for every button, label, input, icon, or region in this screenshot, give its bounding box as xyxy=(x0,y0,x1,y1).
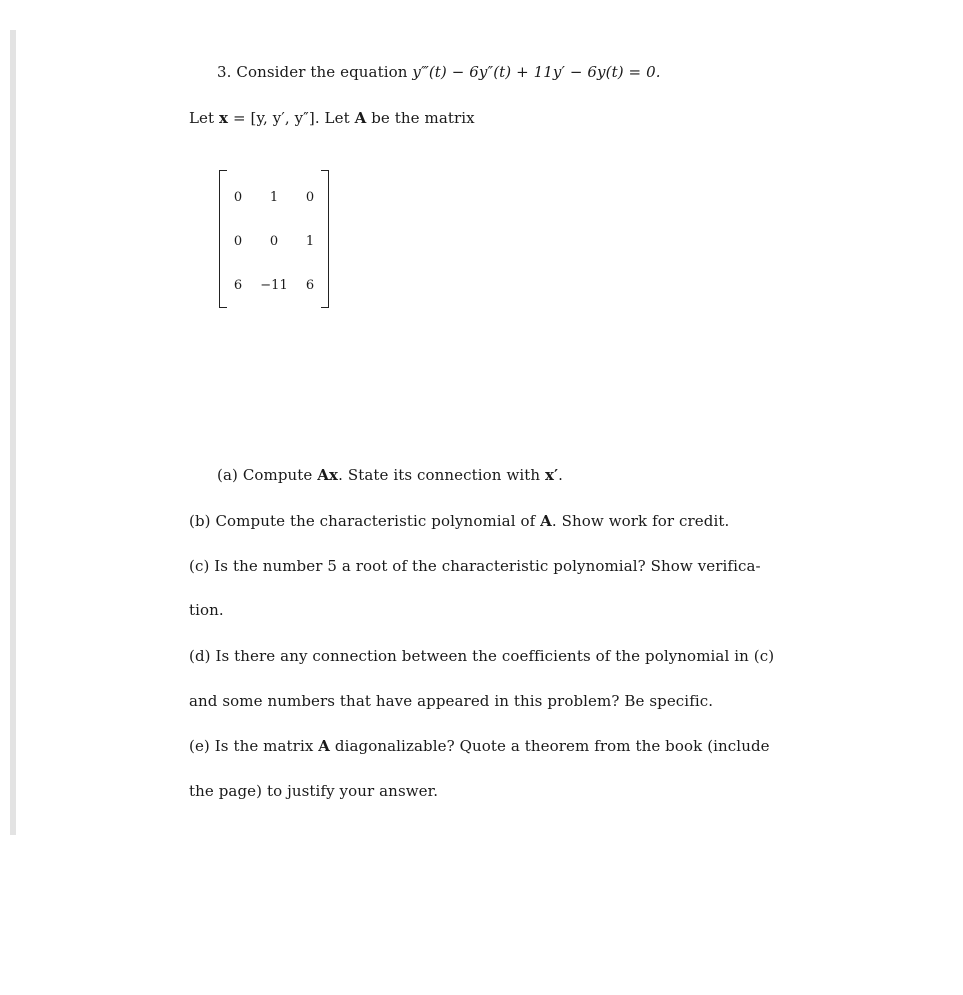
matrix-intro: be the matrix xyxy=(366,109,475,127)
part-a-text: . xyxy=(558,466,564,484)
problem-statement xyxy=(217,62,661,82)
x-definition: = [y, y′, y″]. Let xyxy=(228,109,355,127)
part-c-line2: tion. xyxy=(189,601,224,619)
part-b-text: (b) Compute the characteristic polynomial of xyxy=(189,512,541,530)
a-symbol: A xyxy=(318,737,331,755)
differential-equation: y‴(t) − 6y″(t) + 11y′ − 6y(t) = 0. xyxy=(412,63,661,81)
vector-definition xyxy=(189,108,475,128)
let-text: Let xyxy=(189,109,220,127)
problem-intro: 3. Consider the equation xyxy=(217,63,413,81)
matrix-cell: 0 xyxy=(233,190,243,205)
part-a-text: . State its connection with xyxy=(338,466,546,484)
part-d-line1: (d) Is there any connection between the coefficients of the polynomial in (c) xyxy=(189,647,775,665)
part-d-line2: and some numbers that have appeared in this problem? Be specific. xyxy=(189,692,714,710)
part-a-text: (a) Compute xyxy=(217,466,318,484)
a-symbol: A xyxy=(540,512,552,530)
matrix-cell: 0 xyxy=(233,234,243,249)
page-edge-bar xyxy=(10,30,16,835)
matrix-cell: 1 xyxy=(269,190,279,205)
part-e-line2: the page) to justify your answer. xyxy=(189,782,439,800)
matrix-cell: −11 xyxy=(260,278,288,293)
matrix-cell: 1 xyxy=(305,234,315,249)
ax-symbol: Ax xyxy=(317,466,339,484)
matrix-cell: 6 xyxy=(305,278,315,293)
x-prime-symbol: x′ xyxy=(545,466,559,484)
matrix-a xyxy=(219,170,329,306)
a-symbol: A xyxy=(354,109,367,127)
part-b xyxy=(189,511,729,531)
part-e-text: (e) Is the matrix xyxy=(189,737,319,755)
part-c-line1: (c) Is the number 5 a root of the characteristic polynomial? Show verifica- xyxy=(189,557,761,575)
part-b-text: . Show work for credit. xyxy=(551,512,730,530)
matrix-cell: 6 xyxy=(233,278,243,293)
part-e-text: diagonalizable? Quote a theorem from the book (include xyxy=(330,737,770,755)
x-symbol: x xyxy=(219,109,229,127)
matrix-cell: 0 xyxy=(269,234,279,249)
part-a xyxy=(217,465,563,485)
matrix-cell: 0 xyxy=(305,190,315,205)
part-e-line1 xyxy=(189,736,770,756)
